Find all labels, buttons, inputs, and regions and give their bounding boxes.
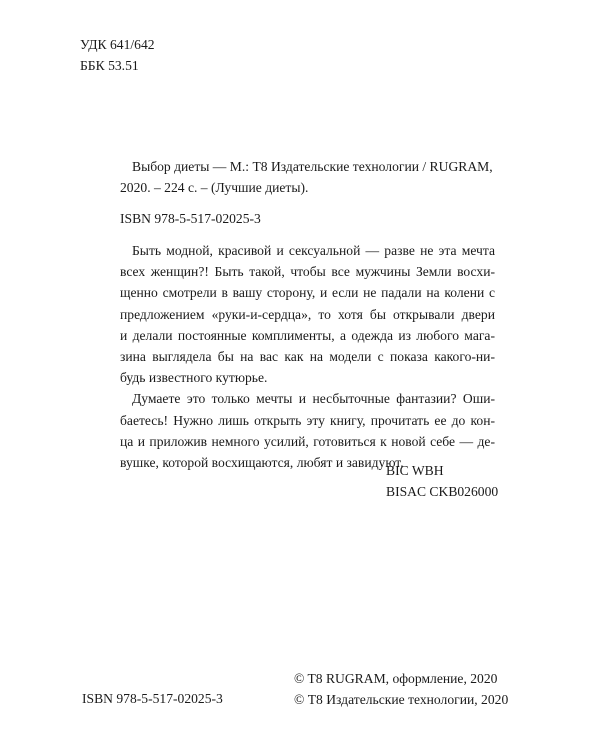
bic-code: BIC WBH bbox=[386, 463, 444, 478]
isbn: ISBN 978-5-517-02025-3 bbox=[120, 211, 261, 226]
annotation-line: вушке, которой восхищаются, любят и завидуют. bbox=[120, 455, 404, 471]
annotation-line: предложением «руки-и-сердца», то хотя бы открывали двери bbox=[120, 306, 495, 322]
copyright-line: © Т8 Издательские технологии, 2020 bbox=[294, 692, 509, 707]
annotation-line: баетесь! Нужно лишь открыть эту книгу, прочитать ее до кон- bbox=[120, 412, 495, 428]
bbk-code: ББК 53.51 bbox=[80, 58, 139, 73]
annotation-line: Быть модной, красивой и сексуальной — разве не эта мечта bbox=[132, 243, 495, 258]
annotation bbox=[120, 240, 495, 473]
annotation-line: зина выглядела бы на вас как на модели с показа какого-ни- bbox=[120, 349, 495, 365]
subject-codes bbox=[386, 460, 498, 502]
annotation-line: Думаете это только мечты и несбыточные фантазии? Оши- bbox=[132, 391, 495, 407]
annotation-line: щенно смотрели в вашу сторону, и если не падали на колени с bbox=[120, 285, 495, 301]
annotation-line: будь известного кутюрье. bbox=[120, 370, 268, 386]
bibliographic-record bbox=[120, 156, 495, 198]
annotation-line: ца и приложив немного усилий, готовиться к новой себе — де- bbox=[120, 433, 495, 449]
bibliographic-line: Выбор диеты — М.: Т8 Издательские технологии / RUGRAM, bbox=[132, 159, 493, 174]
bisac-code: BISAC CKB026000 bbox=[386, 484, 499, 499]
annotation-line: и делали постоянные комплименты, а одежда из любого мага- bbox=[120, 327, 495, 343]
bibliographic-line: 2020. – 224 с. – (Лучшие диеты). bbox=[120, 180, 309, 195]
copyright-notice bbox=[294, 668, 508, 710]
udk-code: УДК 641/642 bbox=[80, 37, 155, 52]
copyright-line: © T8 RUGRAM, оформление, 2020 bbox=[294, 671, 498, 686]
footer-isbn: ISBN 978-5-517-02025-3 bbox=[82, 691, 223, 706]
annotation-line: всех женщин?! Быть такой, чтобы все мужчины Земли восхи- bbox=[120, 264, 495, 280]
